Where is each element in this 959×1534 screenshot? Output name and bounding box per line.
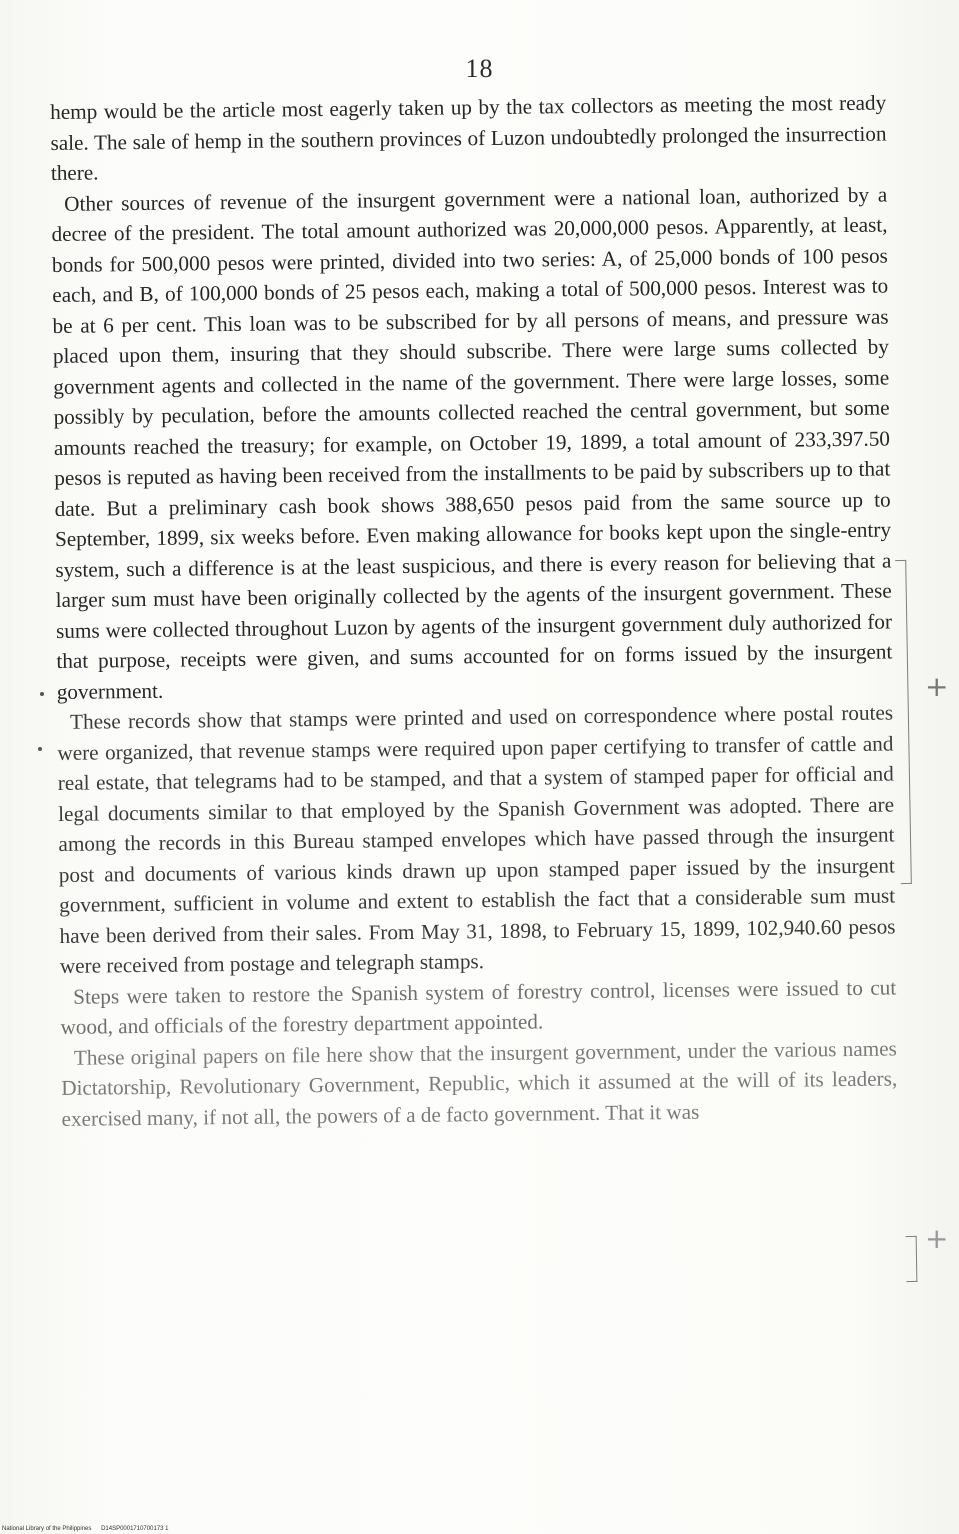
margin-bracket-stamps bbox=[906, 1236, 918, 1282]
paragraph-stamps: These records show that stamps were printed and used on correspondence where postal routes were organized, that revenue stamps were required upon paper certifying to transfer of cattle and real estate, that telegrams had to be stamped, and that a system of stamped paper for official and legal documents similar to that employed by the Spanish Government was adopted. There are among the records in this Bureau stamped envelopes which have passed through the insurgent post and documents of various kinds drawn up upon stamped paper issued by the insurgent government, sufficient in volume and extent to establish the fact that a considerable sum must have been derived from their sales. From May 31, 1898, to February 15, 1899, 102,940.60 pesos were received from postage and telegraph stamps. bbox=[57, 700, 896, 978]
margin-cross-mark-icon: + bbox=[925, 670, 949, 703]
scan-footer bbox=[2, 1526, 176, 1532]
paragraph-de-facto-government: These original papers on file here show that the insurgent government, under the various names Dictatorship, Revolutionary Government, Republic, which it assumed at the will of its leaders, exercised many, if not all, the powers of a de facto government. That it was bbox=[61, 1035, 898, 1131]
margin-cross-mark-icon: + bbox=[925, 1222, 949, 1255]
footer-identifier: D14SP0001710700173 1 bbox=[101, 1526, 169, 1532]
footer-institution: National Library of the Philippines bbox=[2, 1526, 92, 1532]
margin-bracket-loan bbox=[895, 560, 912, 884]
ink-speck bbox=[40, 692, 44, 696]
paragraph-forestry: Steps were taken to restore the Spanish system of forestry control, licenses were issued to cut wood, and officials of the forestry department appointed. bbox=[60, 974, 897, 1039]
body-text bbox=[50, 88, 898, 1134]
paragraph-national-loan: Other sources of revenue of the insurgent government were a national loan, authorized by a decree of the president. The total amount authorized was 20,000,000 pesos. Apparently, at least, bonds for 500,000 pesos were printed, divided into two series: A, of 25,000 bonds of 100 pesos each, and B, of 100,000 bonds of 25 pesos each, making a total of 500,000 pesos. Interest was to be at 6 per cent. This loan was to be subscribed for by all persons of means, and pressure was placed upon them, insuring that they should subscribe. There were large sums collected by government agents and collected in the name of the government. There were large losses, some possibly by peculation, before the amounts collected reached the central government, but some amounts reached the treasury; for example, on October 19, 1899, a total amount of 233,397.50 pesos is reputed as having been received from the installments to be paid by subscribers up to that date. But a preliminary cash book shows 388,650 pesos paid from the same source up to September, 1899, six weeks before. Even making allowance for books kept upon the single-entry system, such a difference is at the least suspicious, and there is every reason for believing that a larger sum must have been originally collected by the agents of the insurgent government. These sums were collected throughout Luzon by agents of the insurgent government duly authorized for that purpose, receipts were given, and sums accounted for on forms issued by the insurgent government. bbox=[51, 182, 893, 704]
paragraph-hemp-continuation: hemp would be the article most eagerly taken up by the tax collectors as meeting the most ready sale. The sale of hemp in the southern provinces of Luzon undoubtedly prolonged the insurrection there. bbox=[50, 90, 887, 185]
ink-speck bbox=[38, 747, 42, 751]
page-number: 18 bbox=[465, 54, 494, 83]
